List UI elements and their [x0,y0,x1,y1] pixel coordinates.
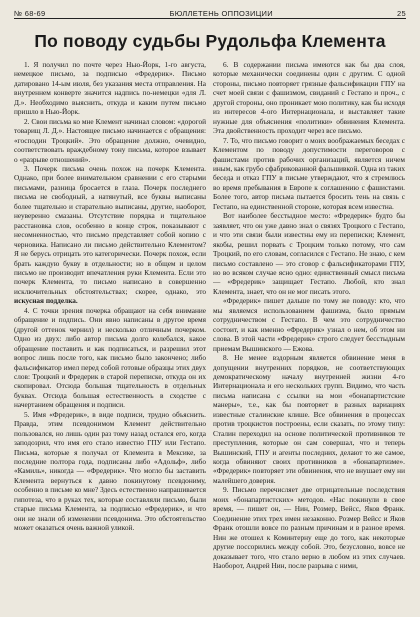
journal-name: БЮЛЛЕТЕНЬ ОППОЗИЦИИ [169,9,273,18]
emphasis-text: искусная подделка. [14,296,78,306]
paragraph-text: 7. То, что письмо говорит о моих воображаемых беседах с Клементом по поводу допустимости переговоров с фашистами против рабочих организаций, является ничем иным, как грубо сфабрикованной фальшивкой. Одна из таких беседа и отказ ГПУ в письме утверждают, что я стремлюсь во время пребывания в Европе к соглашению с фашистами. Более того, автор письма пытается бросить тень на связь с Гестапо, на единственной стороне, которая всем известна. [213,135,405,211]
paragraph [213,136,405,212]
paragraph-text: 1. Я получил по почте через Нью-Йорк, 1-го августа, немецкое письмо, за подписью «Фредерик». Письмо датировано 14-ым июля, без указания места отправления. На внутреннем конверте значится надпись по-немецки «для Л. Д.». Необходимо выяснить, откуда и каким путем письмо пришло в Нью-Йорк. [14,60,206,117]
paragraph [14,60,206,117]
paragraph [14,410,206,533]
running-header [14,4,406,19]
article-title: По поводу судьбы Рудольфа Клемента [34,31,386,51]
paragraph [213,60,405,136]
paragraph [213,353,405,485]
paragraph-text: 3. Почерк письма очень похож на почерк Клемента. Однако, при более внимательном сравнении с его старыми письмами, разница бросается в глаза. Почерк последнего письма не свободный, а натянутый, все буквы выписаны более тщательно и старательно выписаны, другие, наоборот, неуверенно смазаны. Отсутствие порядка и тщательное расстановка слов, особенно в конце строк, показывают с несомненностью, что письмо представляет собой копию с черновика. Написано ли письмо действительно Клементом? Я не берусь отрицать это категорически. Почерк похож, если брать каждую букву в отдельности; но в общем и целом письмо не производит впечатления руки Клемента. Если это почерк Клемента, то письмо написано в совершенно исключительных обстоятельствах; скорее, однако, это [14,163,206,296]
paragraph-text: 6. В содержании письма имеются как бы два слоя, которые механически соединены один с другим. С одной стороны, письмо повторяет грязные фальсификации ГПУ на счет моей связи с фашизмом, свиданий с Гестапо и проч., с другой стороны, оно проникает мою политику, как бы исходя из интересов 4-ого Интернационала, и выставляет такие нужные для объяснения «политики» обвинения Клемента. Эта двойственность проходит через все письмо. [213,60,405,136]
paragraph [14,164,206,306]
paragraph-text: 4. С точки зрения почерка обращают на себя внимание обращение и подпись. Они явно написаны в другое время (другой оттенок чернил) и несколько отличным почерком. Одно из двух: либо автор письма долго колебался, какое обращение поставить и как подписаться, и разрешил этот вопрос лишь после того, как письмо было закончено; либо фальсификатор имел перед собой готовые образцы этих двух слов: Троцкий и Фредерик в старой переписке, откуда он их скопировал. Отсюда большая тщательность в отдельных буквах. Отсюда большая естественность в сходстве с начертанием обращения и подписи. [14,305,206,410]
paragraph-text: Вот наиболее бесстыдное место: «Фредерик» будто бы заявляет, что он уже давно знал о связях Троцкого с Гестапо, и что эти связи были известны ему из переписки; Клемент, якобы, решил порвать с Троцким только потому, что сам Троцкий, по его словам, согласился с Гестапо. Не знаю, с кем письмо составлено — это сговор с фальсификаторами ГПУ, но во всяком случае ясно одно: единственный смысл письма — «Фредерик» защищает Гестапо. Любой, кто знал Клемента, знает, что он не мог писать этого. [213,211,405,296]
left-column [14,60,206,612]
paragraph [14,306,206,410]
paragraph-text: «Фредерик» пишет дальше по тому же поводу: кто, что мы являемся использованием фашизма, было прямым сотрудничеством с Гестапо. В чем это сотрудничество состоит, и как именно «Фредерик» узнал о нем, об этом ни слова. В этой части «Фредерик» строго следует бесстыдным приемам Вышинского — Ежова. [213,296,405,353]
issue-number: № 68-69 [14,9,46,18]
page-number: 25 [397,9,406,18]
paragraph [14,117,206,164]
right-column [213,60,405,612]
paragraph [213,485,405,570]
paragraph-text: 9. Письмо перечисляет две отрицательные последствия моих «бонапартистских» методов. «Нас покинули в свое время, — пишет он, — Нин, Розмер, Вейсс, Яков Франк. Соединение этих трех имен незаконно. Розмер Вейсс и Яков Франк отошли вовсе по разным причинам и в разное время. Нин же отошел к Коминтерну еще до того, как некоторые другие поссорились между собой. Это, безусловно, вовсе не доказывает того, что стало верно в любом из этих случаев. Наоборот, Андрей Нин, после разрыва с ними, [213,485,405,571]
paragraph-text: 5. Имя «Фредерик», в виде подписи, трудно объяснить. Правда, этим псевдонимом Клемент действительно пользовался, но лишь один раз тому назад остался его, когда заподозрил, что имя его стало известно ГПУ или Гестапо. Письма, которые я получал от Клемента в Мексике, за последние полтора года, подписаны либо «Адольф», либо «Камиль», никогда — «Фредерик». Что могло бы заставить Клемента вернуться к давно покинутому псевдониму, особенно в письме ко мне? Здесь естественно напрашивается гипотеза, что в руках тех, которые составляли письмо, были старые письма Клемента, за подписью «Фредерик», и что они не знали об изменении псевдонима. Это обстоятельство может оказаться очень важной уликой. [14,409,206,533]
paragraph-text: 2. Свои письма ко мне Клемент начинал словом: «дорогой товарищ Л. Д.». Настоящее письмо начинается с обращения: «господин Троцкий». Это обращение должно, очевидно, соответствовать враждебному тону письма, которое взывает о «разрыве отношений». [14,116,206,164]
paragraph-text: 8. Не менее вздорным является обвинение меня в допущении внутренних порядков, не соответствующих демократическому началу внутренней жизни 4-го Интернационала и его нескольких групп. Видимо, что часть письма написана с ссылки на мои «бонапартистские манеры», т.е., как бы повторяет в разных вариациях известные сталинские клише. Все обвинения в процессах против троцкистов построены, если сказать, по этому типу: Сталин переходил на основе политической противников те преступления, которые он сам совершал, что и теперь Вышинский, ГПУ и агенты последних, делают то же самое, когда обвиняют своих противников в «бонапартизме». «Фредерик» повторяет эти обвинения, что не внушает ему ни малейшего доверия. [213,353,405,485]
paragraph [213,296,405,353]
paragraph [213,211,405,296]
